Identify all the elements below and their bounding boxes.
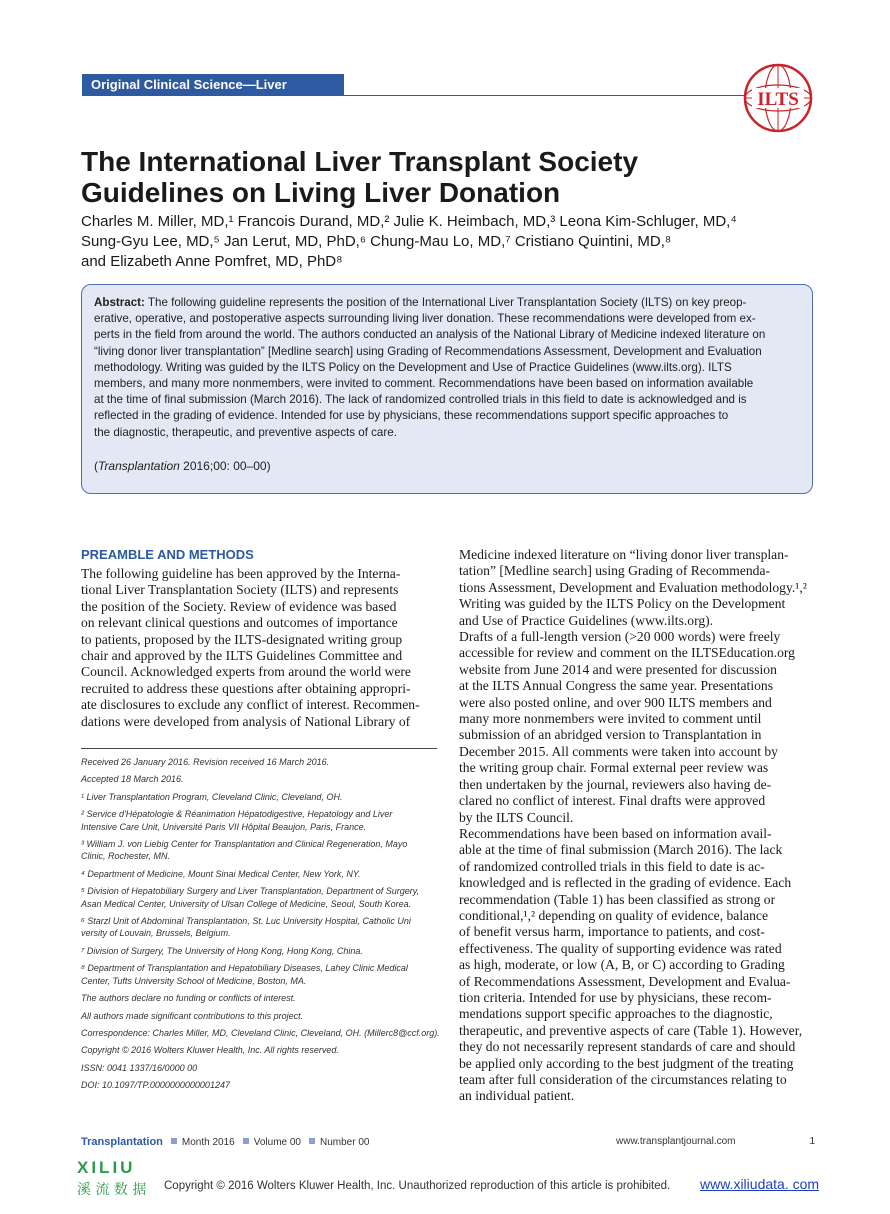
ilts-logo-icon [742,62,814,134]
body-text-line: an individual patient. [459,1088,575,1104]
body-text-line: were also posted online, and over 900 ILTS members and [459,694,772,710]
body-text-line: the position of the Society. Review of evidence was based [81,598,397,614]
body-text-line: they do not necessarily represent standards of care and should [459,1039,796,1055]
body-text-line: Recommendations have been based on information avail- [459,825,772,841]
body-text-line: many more nonmembers were invited to comment until [459,711,762,727]
footnote-line: Intensive Care Unit, Université Paris VII Hôpital Beaujon, Paris, France. [81,821,367,832]
author-line: and Elizabeth Anne Pomfret, MD, PhD⁸ [81,253,343,270]
body-text-line: Drafts of a full-length version (>20 000 words) were freely [459,629,781,645]
body-text-line: Writing was guided by the ILTS Policy on the Development [459,596,786,612]
footnote-line: Clinic, Rochester, MN. [81,851,171,862]
footnote-line: Center, Tufts University School of Medicine, Boston, MA. [81,975,307,986]
section-heading: PREAMBLE AND METHODS [81,547,254,562]
abstract-citation: (Transplantation 2016;00: 00–00) [94,459,271,473]
footnote-line: The authors declare no funding or conflicts of interest. [81,993,296,1004]
body-text-line: be applied only according to the best judgment of the treating [459,1055,794,1071]
footnote-line: Copyright © 2016 Wolters Kluwer Health, Inc. All rights reserved. [81,1045,339,1056]
citation-journal: Transplantation [98,459,180,473]
page-number: 1 [809,1136,815,1147]
abstract-line: perts in the field from around the world. The authors conducted an analysis of the National Library of Medicine indexed literature on [94,328,766,342]
body-text-line: Council. Acknowledged experts from around the world were [81,664,411,680]
body-text-line: the writing group chair. Formal external peer review was [459,760,769,776]
abstract-label: Abstract: [94,296,145,309]
abstract-line: the diagnostic, therapeutic, and preventive aspects of care. [94,425,397,439]
body-text-line: Medicine indexed literature on “living donor liver transplan- [459,547,789,562]
body-text-line: website from June 2014 and were presented for discussion [459,661,777,677]
body-text-line: December 2015. All comments were taken into account by [459,743,778,759]
body-text-line: and Use of Practice Guidelines (www.ilts.org). [459,612,714,628]
abstract-line: at the time of final submission (March 2016). The lack of randomized controlled trials in this field to date is acknowledged and is [94,393,747,407]
body-text-line: of Recommendations Assessment, Development and Evalua- [459,973,791,989]
body-text-line: recruited to address these questions after obtaining appropri- [81,680,411,696]
body-text-line: submission of an abridged version to Transplantation in [459,727,762,743]
abstract-line: “living donor liver transplantation” [Medline search] using Grading of Recommendations Assessment, Development and Evaluation [94,344,762,358]
footnote-line: Asan Medical Center, University of Ulsan College of Medicine, Seoul, South Korea. [81,898,412,909]
body-text-line: tion criteria. Intended for use by physicians, these recom- [459,989,772,1005]
body-text-line: knowledged and is reflected in the grading of evidence. Each [459,875,792,891]
body-text-line: tation” [Medline search] using Grading of Recommenda- [459,563,771,579]
footer-volume: Volume 00 [253,1137,301,1148]
section-tag: Original Clinical Science—Liver [82,74,344,96]
body-text-line: chair and approved by the ILTS Guidelines Committee and [81,648,403,664]
body-text-line: mendations support specific approaches to the diagnostic, [459,1006,773,1022]
citation-details: 2016;00: 00–00) [179,459,271,473]
body-text-line: then undertaken by the journal, reviewers also having de- [459,776,772,792]
square-bullet-icon [171,1138,177,1144]
body-text-line: recommendation (Table 1) has been classified as strong or [459,891,776,907]
body-text-line: able at the time of final submission (March 2016). The lack [459,842,783,858]
footnote-line: ¹ Liver Transplantation Program, Cleveland Clinic, Cleveland, OH. [81,791,343,802]
body-text-line: dations were developed from analysis of National Library of [81,713,411,729]
watermark-logo-latin: XILIU [77,1158,136,1177]
running-footer [81,1136,815,1150]
right-column-body [459,547,815,1105]
title-line: The International Liver Transplant Society [81,146,639,177]
body-text-line: of randomized controlled trials in this field to date is ac- [459,858,765,874]
body-text-line: by the ILTS Council. [459,809,574,825]
footnote-line: ISSN: 0041 1337/16/0000 00 [81,1062,198,1073]
body-text-line: conditional,¹,² depending on quality of evidence, balance [459,907,768,923]
copyright-notice: Copyright © 2016 Wolters Kluwer Health, Inc. Unauthorized reproduction of this article is prohibited. [164,1180,671,1192]
body-text-line: team after full consideration of the circumstances relating to [459,1072,787,1087]
body-text-line: accessible for review and comment on the ILTSEducation.org [459,645,795,661]
watermark-logo-cjk: 溪 流 数 据 [77,1182,147,1198]
author-line: Sung-Gyu Lee, MD,⁵ Jan Lerut, MD, PhD,⁶ Chung-Mau Lo, MD,⁷ Cristiano Quintini, MD,⁸ [81,233,672,250]
abstract-line: members, and many more nonmembers, were invited to comment. Recommendations have been based on information available [94,377,754,391]
article-title [81,146,761,208]
footnote-line: ⁸ Department of Transplantation and Hepatobiliary Diseases, Lahey Clinic Medical [81,963,408,974]
body-text-line: of benefit versus harm, importance to patients, and cost- [459,924,765,940]
abstract-line: methodology. Writing was guided by the ILTS Policy on the Development and Use of Practice Guidelines (www.ilts.org). ILTS [94,360,732,374]
body-text-line: therapeutic, and preventive aspects of care (Table 1). However, [459,1022,803,1038]
abstract-box [81,284,813,494]
author-list [81,212,771,272]
footer-journal: Transplantation [81,1136,163,1148]
footnote-line: Accepted 18 March 2016. [81,774,184,785]
body-text-line: on relevant clinical questions and outcomes of importance [81,615,398,631]
square-bullet-icon [243,1138,249,1144]
watermark-link[interactable]: www.xiliudata. com [700,1176,820,1192]
abstract-line [94,295,800,311]
abstract-text: The following guideline represents the position of the International Liver Transplantation Society (ILTS) on key preop- [144,296,747,309]
left-column-body [81,566,437,730]
body-text-line: effectiveness. The quality of supporting evidence was rated [459,940,782,956]
body-text-line: tions Assessment, Development and Evaluation methodology.¹,² [459,579,807,595]
body-text-line: to patients, proposed by the ILTS-designated writing group [81,631,403,647]
footnote-line: ⁷ Division of Surgery, The University of Hong Kong, Hong Kong, China. [81,945,363,956]
abstract-line: reflected in the grading of evidence. Intended for use by physicians, these recommendations support specific approaches to [94,409,729,423]
footer-number: Number 00 [320,1137,370,1148]
footnote-line: ⁵ Division of Hepatobiliary Surgery and Liver Transplantation, Department of Surgery, [81,886,420,897]
body-text-line: ate disclosures to exclude any conflict of interest. Recommen- [81,697,420,713]
body-text-line: at the ILTS Annual Congress the same year. Presentations [459,678,773,694]
footnote-line: Received 26 January 2016. Revision received 16 March 2016. [81,757,330,767]
body-text-line: tional Liver Transplantation Society (ILTS) and represents [81,582,399,598]
body-text-line: The following guideline has been approved by the Interna- [81,566,401,581]
author-line: Charles M. Miller, MD,¹ Francois Durand, MD,² Julie K. Heimbach, MD,³ Leona Kim-Schluger, MD,⁴ [81,213,737,230]
header-rule [344,95,744,96]
footer-journal-url[interactable]: www.transplantjournal.com [616,1136,736,1147]
footnote-line: ³ William J. von Liebig Center for Transplantation and Clinical Regeneration, Mayo [81,839,408,850]
body-text-line: clared no conflict of interest. Final drafts were approved [459,793,766,809]
footer-month: Month 2016 [181,1137,235,1148]
square-bullet-icon [309,1138,315,1144]
footnote-line: DOI: 10.1097/TP.0000000000001247 [81,1080,230,1091]
abstract-line: erative, operative, and postoperative aspects surrounding living liver donation. These recommendations were developed from ex- [94,312,756,326]
footnote-line: versity of Louvain, Brussels, Belgium. [81,928,231,939]
footnote-line: ⁶ Starzl Unit of Abdominal Transplantation, St. Luc University Hospital, Catholic Uni [81,916,411,927]
footnote-divider [81,748,437,749]
footnote-line: All authors made significant contributions to this project. [81,1010,304,1021]
logo-text: ILTS [757,89,799,110]
title-line: Guidelines on Living Liver Donation [81,177,561,208]
footnotes [81,756,441,1097]
footnote-line: Correspondence: Charles Miller, MD, Cleveland Clinic, Cleveland, OH. (Millerc8@ccf.org). [81,1027,440,1038]
body-text-line: as high, moderate, or low (A, B, or C) according to Grading [459,957,785,973]
xiliu-logo-icon [75,1157,159,1199]
footnote-line: ² Service d'Hépatologie & Réanimation Hépatodigestive, Hepatology and Liver [81,809,393,820]
footnote-line: ⁴ Department of Medicine, Mount Sinai Medical Center, New York, NY. [81,868,361,879]
